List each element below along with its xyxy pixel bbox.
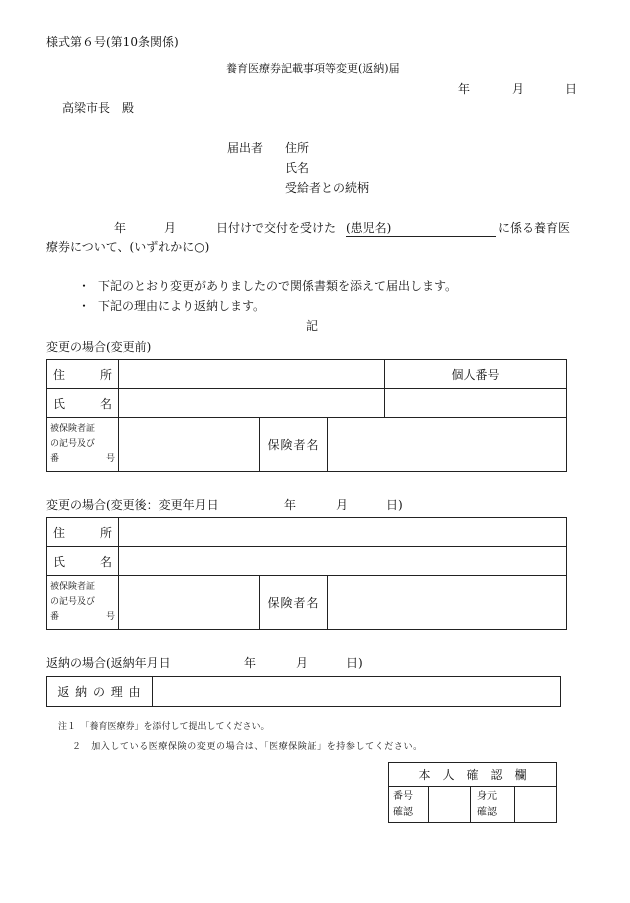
verify-kakunin: 確認: [393, 806, 413, 818]
verify-mimoto: 身元: [477, 790, 497, 802]
after-insured-line2: の記号及び: [50, 597, 96, 607]
after-heading: 変更の場合(変更後：変更年月日: [46, 498, 219, 512]
body-line2: 療券について、(いずれかに○): [46, 240, 210, 254]
before-name-input[interactable]: [119, 389, 385, 418]
verify-number-check[interactable]: [429, 787, 471, 823]
return-year: 年: [244, 656, 257, 670]
after-insured-label: [47, 576, 119, 630]
before-insured-line3b: 号: [105, 454, 115, 464]
before-insured-label: [47, 418, 119, 472]
option2-bullet: ・: [78, 299, 91, 313]
verify-identity-check[interactable]: [515, 787, 557, 823]
return-heading: 返納の場合(返納年月日: [46, 656, 171, 670]
verify-kakunin2: 確認: [477, 806, 497, 818]
after-name-label: 氏 名: [47, 547, 119, 576]
form-number: 様式第６号(第10条関係): [46, 35, 179, 49]
before-insurer-name-label: 保険者名: [260, 418, 328, 472]
return-table: [46, 676, 561, 707]
after-insured-line1: 被保険者証: [50, 582, 96, 592]
verify-title: 本 人 確 認 欄: [389, 763, 557, 787]
addressee: 高梁市長 殿: [62, 101, 135, 115]
after-insured-line3a: 番: [50, 612, 60, 622]
return-month: 月: [296, 656, 309, 670]
after-table: [46, 517, 567, 630]
ki-label: 記: [306, 319, 319, 333]
after-address-input[interactable]: [119, 518, 567, 547]
after-insured-line3b: 号: [105, 612, 115, 622]
after-insured-input[interactable]: [119, 576, 260, 630]
return-day: 日): [346, 656, 363, 670]
return-reason-label: 返 納 の 理 由: [47, 677, 153, 707]
option1-text[interactable]: 下記のとおり変更がありましたので関係書類を添えて届出します。: [98, 279, 458, 293]
verify-bango: 番号: [393, 790, 413, 802]
child-name-field[interactable]: [346, 219, 496, 237]
date-year-label: 年: [458, 82, 471, 96]
before-name-label: 氏 名: [47, 389, 119, 418]
before-personal-number-label: 個人番号: [385, 360, 567, 389]
applicant-label: 届出者: [227, 141, 264, 155]
after-day: 日): [386, 498, 403, 512]
before-insurer-name-input[interactable]: [328, 418, 567, 472]
body-line1-a: 日付けで交付を受けた: [216, 221, 337, 235]
after-address-label: 住 所: [47, 518, 119, 547]
applicant-name-label: 氏名: [285, 161, 310, 175]
date-day-label: 日: [565, 82, 578, 96]
applicant-address-label: 住所: [285, 141, 310, 155]
after-insurer-name-label: 保険者名: [260, 576, 328, 630]
after-month: 月: [336, 498, 349, 512]
before-insured-input[interactable]: [119, 418, 260, 472]
after-name-input[interactable]: [119, 547, 567, 576]
option2-text[interactable]: 下記の理由により返納します。: [98, 299, 266, 313]
applicant-relation-label: 受給者との続柄: [285, 181, 370, 195]
before-heading: 変更の場合(変更前): [46, 340, 152, 354]
child-name-label: (患児名): [346, 219, 496, 237]
after-year: 年: [284, 498, 297, 512]
option1-bullet: ・: [78, 279, 91, 293]
after-insurer-name-input[interactable]: [328, 576, 567, 630]
body-year: 年: [114, 221, 127, 235]
before-insured-line1: 被保険者証: [50, 424, 96, 434]
before-insured-line3a: 番: [50, 454, 60, 464]
body-month: 月: [164, 221, 177, 235]
date-month-label: 月: [512, 82, 525, 96]
before-insured-line2: の記号及び: [50, 439, 96, 449]
before-personal-number-input[interactable]: [385, 389, 567, 418]
body-line1-b: に係る養育医: [498, 221, 571, 235]
verify-table: [388, 762, 557, 823]
verify-identity-label: [471, 787, 515, 823]
before-address-label: 住 所: [47, 360, 119, 389]
before-table: [46, 359, 567, 472]
return-reason-input[interactable]: [153, 677, 561, 707]
before-address-input[interactable]: [119, 360, 385, 389]
note-2: ２ 加入している医療保険の変更の場合は、「医療保険証」を持参してください。: [72, 742, 423, 752]
note-1: 注１ 「養育医療券」を添付して提出してください。: [58, 722, 270, 732]
form-title: 養育医療券記載事項等変更(返納)届: [226, 62, 400, 75]
verify-number-label: [389, 787, 429, 823]
